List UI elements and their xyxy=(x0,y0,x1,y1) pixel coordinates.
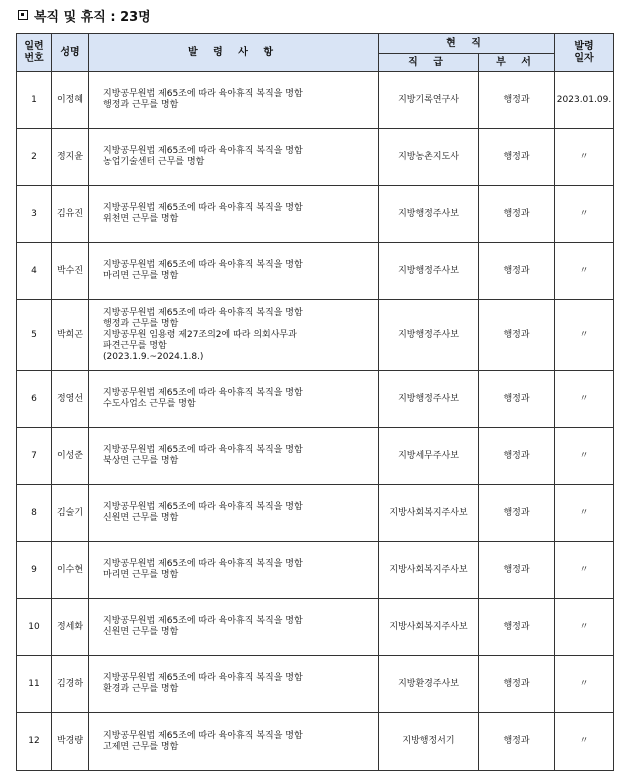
order-line: 파견근무를 명함 xyxy=(103,340,167,351)
order-line: 환경과 근무를 명함 xyxy=(103,684,179,694)
header-order: 발 령 사 항 xyxy=(89,34,379,72)
dept-cell: 행정과 xyxy=(479,186,555,243)
order-line: 지방공무원법 제65조에 따라 육아휴직 복직을 명함 xyxy=(103,730,303,741)
table-row xyxy=(17,485,614,542)
order-cell xyxy=(89,300,379,371)
header-current-position: 현 직 xyxy=(379,34,555,54)
dept-cell: 행정과 xyxy=(479,72,555,129)
dept-cell: 행정과 xyxy=(479,713,555,771)
name-cell: 김경하 xyxy=(52,656,89,713)
name-cell: 이성준 xyxy=(52,428,89,485)
order-line: 지방공무원법 제65조에 따라 육아휴직 복직을 명함 xyxy=(103,146,303,156)
date-cell: 〃 xyxy=(555,599,614,656)
section-title-text: 복직 및 휴직 : 23명 xyxy=(34,9,151,25)
table-row xyxy=(17,656,614,713)
name-cell: 이수현 xyxy=(52,542,89,599)
table-row xyxy=(17,713,614,771)
date-cell: 〃 xyxy=(555,371,614,428)
order-line: 신원면 근무를 명함 xyxy=(103,627,179,637)
serial-cell: 12 xyxy=(17,713,52,771)
order-cell xyxy=(89,72,379,129)
date-cell: 〃 xyxy=(555,186,614,243)
order-cell xyxy=(89,371,379,428)
order-line: 지방공무원법 제65조에 따라 육아휴직 복직을 명함 xyxy=(103,616,303,626)
order-cell xyxy=(89,186,379,243)
table-row xyxy=(17,300,614,371)
order-cell xyxy=(89,713,379,771)
order-cell xyxy=(89,542,379,599)
order-line: 마리면 근무를 명함 xyxy=(103,570,179,580)
table-row xyxy=(17,72,614,129)
serial-cell: 6 xyxy=(17,371,52,428)
dept-cell: 행정과 xyxy=(479,599,555,656)
order-cell xyxy=(89,428,379,485)
dept-cell: 행정과 xyxy=(479,428,555,485)
order-line: (2023.1.9.~2024.1.8.) xyxy=(103,351,204,362)
order-line: 농업기술센터 근무를 명함 xyxy=(103,157,205,167)
table-row xyxy=(17,186,614,243)
section-title xyxy=(18,6,151,24)
dept-cell: 행정과 xyxy=(479,485,555,542)
order-line: 지방공무원법 제65조에 따라 육아휴직 복직을 명함 xyxy=(103,502,303,512)
order-line: 수도사업소 근무를 명함 xyxy=(103,399,196,409)
name-cell: 정세화 xyxy=(52,599,89,656)
rank-cell: 지방행정주사보 xyxy=(379,371,479,428)
order-line: 신원면 근무를 명함 xyxy=(103,513,179,523)
date-cell: 〃 xyxy=(555,542,614,599)
order-cell xyxy=(89,129,379,186)
order-line: 마리면 근무를 명함 xyxy=(103,271,179,281)
dept-cell: 행정과 xyxy=(479,656,555,713)
personnel-table xyxy=(16,33,614,771)
order-line: 지방공무원법 제65조에 따라 육아휴직 복직을 명함 xyxy=(103,673,303,683)
date-cell: 〃 xyxy=(555,300,614,371)
order-line: 지방공무원법 제65조에 따라 육아휴직 복직을 명함 xyxy=(103,89,303,99)
date-cell: 〃 xyxy=(555,485,614,542)
order-line: 고제면 근무를 명함 xyxy=(103,741,179,752)
name-cell: 김유진 xyxy=(52,186,89,243)
serial-cell: 10 xyxy=(17,599,52,656)
rank-cell: 지방사회복지주사보 xyxy=(379,599,479,656)
header-rank: 직 급 xyxy=(379,54,479,72)
header-dept: 부 서 xyxy=(479,54,555,72)
table-row xyxy=(17,428,614,485)
table-row xyxy=(17,371,614,428)
order-cell xyxy=(89,599,379,656)
rank-cell: 지방기록연구사 xyxy=(379,72,479,129)
rank-cell: 지방농촌지도사 xyxy=(379,129,479,186)
serial-cell: 8 xyxy=(17,485,52,542)
serial-cell: 4 xyxy=(17,243,52,300)
order-cell xyxy=(89,656,379,713)
order-line: 행정과 근무를 명함 xyxy=(103,318,179,329)
order-cell xyxy=(89,243,379,300)
checkbox-square-icon xyxy=(18,10,28,20)
table-row xyxy=(17,542,614,599)
dept-cell: 행정과 xyxy=(479,542,555,599)
order-line: 지방공무원법 제65조에 따라 육아휴직 복직을 명함 xyxy=(103,388,303,398)
rank-cell: 지방세무주사보 xyxy=(379,428,479,485)
serial-cell: 9 xyxy=(17,542,52,599)
order-line: 행정과 근무를 명함 xyxy=(103,100,179,110)
date-cell: 〃 xyxy=(555,428,614,485)
rank-cell: 지방사회복지주사보 xyxy=(379,542,479,599)
dept-cell: 행정과 xyxy=(479,129,555,186)
dept-cell: 행정과 xyxy=(479,300,555,371)
order-line: 지방공무원법 제65조에 따라 육아휴직 복직을 명함 xyxy=(103,307,303,318)
order-line: 지방공무원법 제65조에 따라 육아휴직 복직을 명함 xyxy=(103,260,303,270)
order-line: 위천면 근무를 명함 xyxy=(103,214,179,224)
header-date: 발령 일자 xyxy=(555,34,614,72)
name-cell: 박희곤 xyxy=(52,300,89,371)
table-row xyxy=(17,243,614,300)
name-cell: 정지윤 xyxy=(52,129,89,186)
name-cell: 박수진 xyxy=(52,243,89,300)
serial-cell: 5 xyxy=(17,300,52,371)
table-row xyxy=(17,599,614,656)
date-cell: 2023.01.09. xyxy=(555,72,614,129)
date-cell: 〃 xyxy=(555,656,614,713)
serial-cell: 1 xyxy=(17,72,52,129)
date-cell: 〃 xyxy=(555,243,614,300)
rank-cell: 지방행정주사보 xyxy=(379,243,479,300)
serial-cell: 2 xyxy=(17,129,52,186)
date-cell: 〃 xyxy=(555,129,614,186)
serial-cell: 7 xyxy=(17,428,52,485)
dept-cell: 행정과 xyxy=(479,243,555,300)
order-line: 지방공무원법 제65조에 따라 육아휴직 복직을 명함 xyxy=(103,445,303,455)
rank-cell: 지방행정서기 xyxy=(379,713,479,771)
name-cell: 정영선 xyxy=(52,371,89,428)
serial-cell: 3 xyxy=(17,186,52,243)
serial-cell: 11 xyxy=(17,656,52,713)
order-cell xyxy=(89,485,379,542)
table-row xyxy=(17,129,614,186)
rank-cell: 지방행정주사보 xyxy=(379,300,479,371)
rank-cell: 지방사회복지주사보 xyxy=(379,485,479,542)
order-line: 지방공무원법 제65조에 따라 육아휴직 복직을 명함 xyxy=(103,559,303,569)
header-serial: 일련 번호 xyxy=(17,34,52,72)
name-cell: 박경량 xyxy=(52,713,89,771)
order-line: 지방공무원법 제65조에 따라 육아휴직 복직을 명함 xyxy=(103,203,303,213)
name-cell: 이정혜 xyxy=(52,72,89,129)
name-cell: 김술기 xyxy=(52,485,89,542)
order-line: 북상면 근무를 명함 xyxy=(103,456,179,466)
table-body xyxy=(17,72,614,771)
header-name: 성명 xyxy=(52,34,89,72)
order-line: 지방공무원 임용령 제27조의2에 따라 의회사무과 xyxy=(103,329,297,340)
date-cell: 〃 xyxy=(555,713,614,771)
rank-cell: 지방환경주사보 xyxy=(379,656,479,713)
rank-cell: 지방행정주사보 xyxy=(379,186,479,243)
dept-cell: 행정과 xyxy=(479,371,555,428)
